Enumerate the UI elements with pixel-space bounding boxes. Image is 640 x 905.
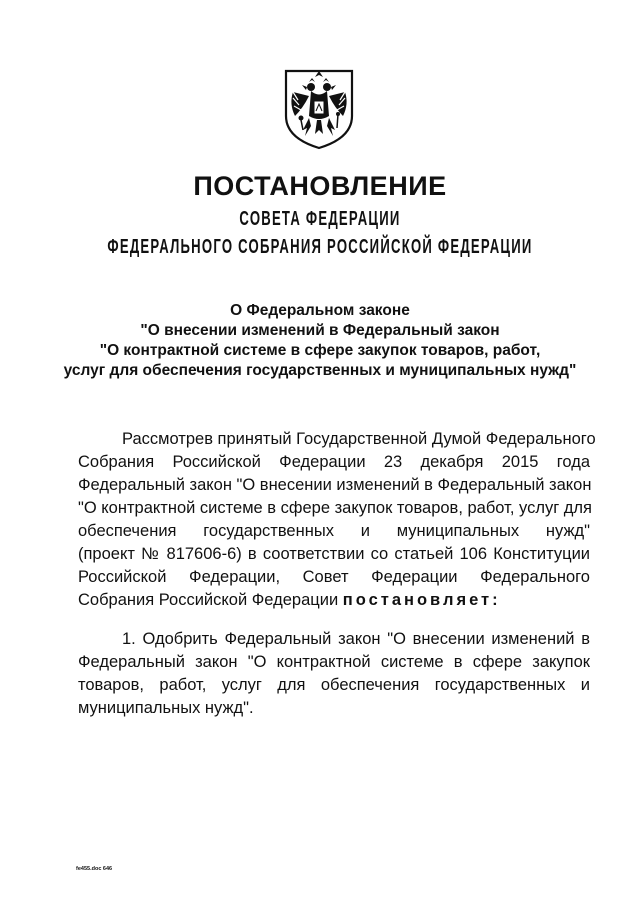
- paragraph-line: "О контрактной системе в сфере закупок товаров, работ, услуг для: [78, 499, 592, 517]
- document-subtitle-assembly: ФЕДЕРАЛЬНОГО СОБРАНИЯ РОССИЙСКОЙ ФЕДЕРАЦИИ: [107, 236, 533, 258]
- paragraph-line-text: Собрания Российской Федерации: [78, 591, 343, 609]
- law-title-line: О Федеральном законе: [230, 302, 410, 319]
- document-subtitle-council: СОВЕТА ФЕДЕРАЦИИ: [239, 208, 401, 230]
- law-title-line: услуг для обеспечения государственных и муниципальных нужд": [63, 362, 577, 379]
- paragraph-line: [78, 589, 590, 611]
- paragraph-line: обеспечения государственных и муниципальных нужд": [78, 522, 590, 540]
- resolves-keyword: постановляет:: [342, 591, 501, 609]
- law-title-line: "О внесении изменений в Федеральный закон: [140, 322, 500, 339]
- document-title: ПОСТАНОВЛЕНИЕ: [193, 171, 447, 201]
- paragraph-line: муниципальных нужд".: [78, 699, 254, 717]
- paragraph-line: Российской Федерации, Совет Федерации Федерального: [78, 568, 590, 586]
- paragraph-line: 1. Одобрить Федеральный закон "О внесении изменений в: [122, 630, 590, 648]
- footer-file-reference: fe455.doc 646: [76, 866, 113, 872]
- paragraph-line: товаров, работ, услуг для обеспечения государственных и: [78, 676, 590, 694]
- paragraph-line: Федеральный закон "О внесении изменений в Федеральный закон: [78, 476, 592, 494]
- coat-of-arms-emblem: [281, 68, 357, 150]
- paragraph-line: Федеральный закон "О контрактной системе в сфере закупок: [78, 653, 590, 671]
- paragraph-line: Собрания Российской Федерации 23 декабря 2015 года: [78, 453, 590, 471]
- paragraph-line: (проект № 817606-6) в соответствии со статьей 106 Конституции: [78, 545, 590, 563]
- law-title-line: "О контрактной системе в сфере закупок товаров, работ,: [99, 342, 541, 359]
- paragraph-line: Рассмотрев принятый Государственной Думой Федерального: [122, 430, 596, 448]
